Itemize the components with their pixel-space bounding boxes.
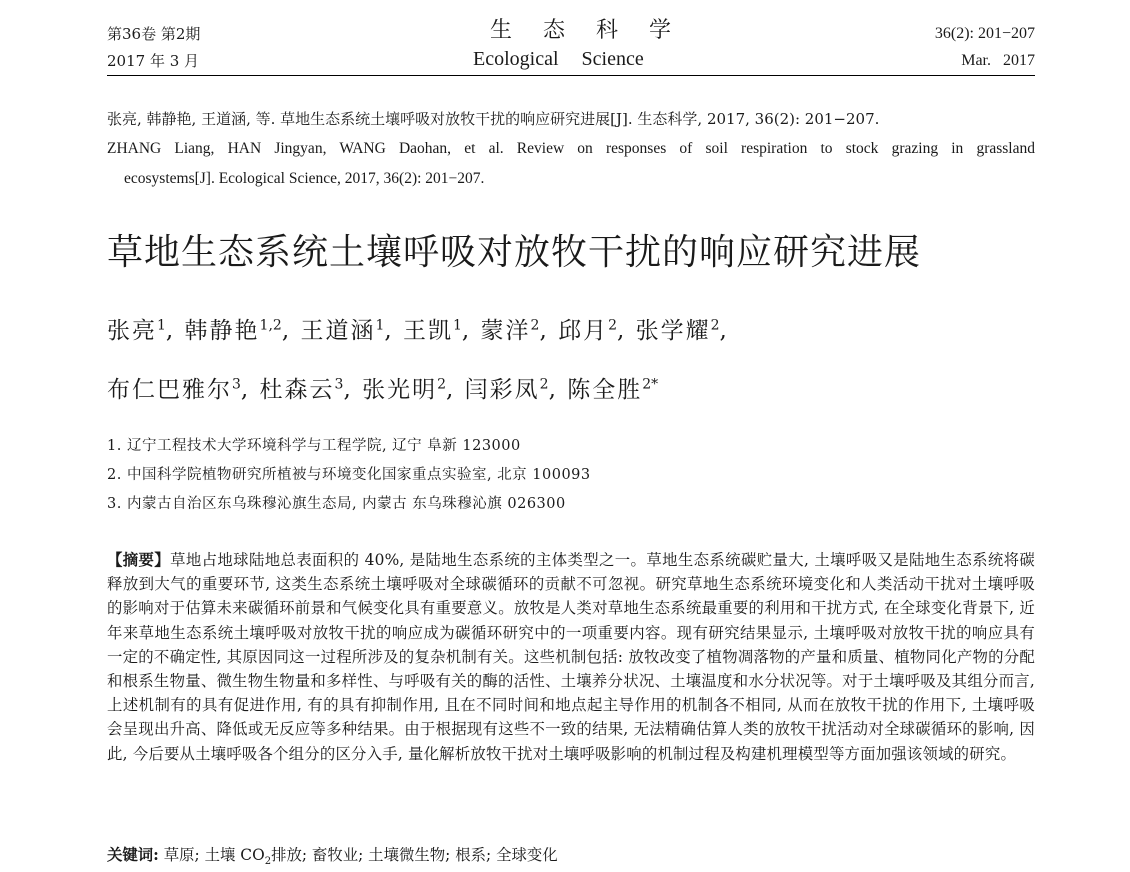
- abstract: [107, 548, 1035, 766]
- paper-title: 草地生态系统土壤呼吸对放牧干扰的响应研究进展: [107, 232, 922, 273]
- author: 张学耀$^2$: [635, 317, 720, 344]
- author: 布仁巴雅尔$^3$: [107, 376, 241, 403]
- author: 陈全胜$^{2*}$: [567, 376, 659, 403]
- abstract-label: 【摘要】: [107, 551, 171, 569]
- keywords: [107, 845, 558, 872]
- journal-name-cn: 生 态 科 学: [490, 18, 683, 43]
- issue-date-en: Mar. 2017: [961, 52, 1035, 69]
- author: 王道涵$^1$: [300, 317, 385, 344]
- keywords-label: 关键词:: [107, 846, 159, 864]
- author: 邱月$^2$: [558, 317, 617, 344]
- author: 张亮$^1$: [107, 317, 166, 344]
- abstract-text: 草地占地球陆地总表面积的 40%, 是陆地生态系统的主体类型之一。草地生态系统碳贮量大, 土壤呼吸又是陆地生态系统将碳释放到大气的重要环节, 这类生态系统土壤呼吸对全球碳循环的贡献不可忽视。研究草地生态系统环境变化和人类活动干扰对土壤呼吸的影响对于估算未来碳循环前景和气候变化具有重要意义。放牧是人类对草地生态系统最重要的利用和干扰方式, 在全球变化背景下, 近年来草地生态系统土壤呼吸对放牧干扰的响应成为碳循环研究中的一项重要内容。现有研究结果显示, 土壤呼吸对放牧干扰的响应具有一定的不确定性, 其原因同这一过程所涉及的复杂机制有关。这些机制包括: 放牧改变了植物凋落物的产量和质量、植物同化产物的分配和根系生物量、微生物生物量和多样性、与呼吸有关的酶的活性、土壤养分状况、土壤温度和水分状况等。对于土壤呼吸及其组分而言, 上述机制有的具有促进作用, 有的具有抑制作用, 且在不同时间和地点起主导作用的机制各不相同, 从而在放牧干扰的作用下, 土壤呼吸会呈现出升高、降低或无反应等多种结果。由于根据现有这些不一致的结果, 无法精确估算人类的放牧干扰活动对全球碳循环的影响, 因此, 今后要从土壤呼吸各个组分的区分入手, 量化解析放牧干扰对土壤呼吸影响的机制过程及构建机理模型等方面加强该领域的研究。: [107, 551, 1035, 763]
- author: 韩静艳$^{1,2}$: [184, 317, 282, 344]
- author-line-2: 布仁巴雅尔$^3$, 杜森云$^3$, 张光明$^2$, 闫彩凤$^2$, 陈全胜$^{2*}$: [107, 376, 659, 403]
- affiliation-2: 2. 中国科学院植物研究所植被与环境变化国家重点实验室, 北京 100093: [107, 467, 591, 483]
- author-line-1: 张亮$^1$, 韩静艳$^{1,2}$, 王道涵$^1$, 王凯$^1$, 蒙洋$^2$, 邱月$^2$, 张学耀$^2$,: [107, 317, 729, 344]
- citation-cn: 张亮, 韩静艳, 王道涵, 等. 草地生态系统土壤呼吸对放牧干扰的响应研究进展[J]. 生态科学, 2017, 36(2): 201−207.: [107, 110, 880, 128]
- author: 张光明$^2$: [362, 376, 447, 403]
- author: 闫彩凤$^2$: [464, 376, 549, 403]
- journal-name-en: Ecological Science: [473, 48, 644, 70]
- author: 蒙洋$^2$: [480, 317, 540, 344]
- page-range: 36(2): 201−207: [934, 25, 1035, 42]
- author: 王凯$^1$: [402, 317, 462, 344]
- issue-date-cn: 2017 年 3 月: [107, 52, 200, 70]
- author: 杜森云$^3$: [259, 376, 344, 403]
- citation-en-line1: ZHANG Liang, HAN Jingyan, WANG Daohan, et al. Review on responses of soil respiration to stock grazing in grassland: [107, 140, 1035, 157]
- affiliation-1: 1. 辽宁工程技术大学环境科学与工程学院, 辽宁 阜新 123000: [107, 438, 521, 454]
- volume-issue: 第36卷 第2期: [107, 25, 201, 43]
- header-rule: [107, 75, 1035, 76]
- keywords-list: 草原; 土壤 $CO_2$排放; 畜牧业; 土壤微生物; 根系; 全球变化: [163, 846, 558, 868]
- affiliation-3: 3. 内蒙古自治区东乌珠穆沁旗生态局, 内蒙古 东乌珠穆沁旗 026300: [107, 496, 566, 512]
- citation-en-line2: ecosystems[J]. Ecological Science, 2017, 36(2): 201−207.: [124, 170, 485, 187]
